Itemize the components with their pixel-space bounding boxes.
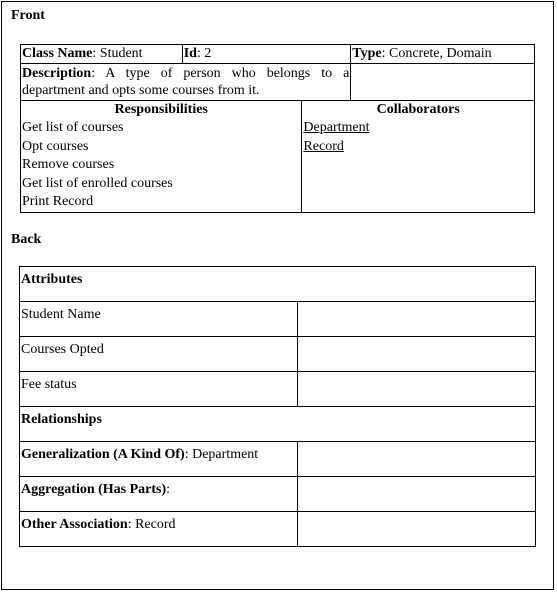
collaborator-link-department[interactable]: Department [303, 120, 370, 135]
collaborator-link-record[interactable]: Record [303, 138, 344, 154]
crc-card-back [19, 266, 536, 547]
attribute-value-cell [297, 372, 535, 407]
responsibilities-list [22, 119, 300, 212]
description-label: Description [22, 66, 92, 81]
attributes-header: Attributes [20, 267, 536, 302]
aggregation-value: : [166, 482, 171, 497]
attribute-value-cell [297, 337, 535, 372]
generalization-value: : Department [184, 447, 259, 462]
association-label: Other Association [21, 517, 128, 532]
generalization-label: Generalization (A Kind Of) [21, 447, 185, 462]
type-cell [351, 45, 535, 64]
id-label: Id [183, 46, 197, 61]
class-name-cell [21, 45, 183, 64]
type-value: : Concrete, Domain [381, 46, 492, 61]
description-empty-cell [351, 64, 535, 101]
attribute-name: Student Name [20, 302, 298, 337]
description-value: : A type of person who belongs to a department and opts some courses from it. [22, 66, 350, 98]
attribute-name: Fee status [20, 372, 298, 407]
id-value: : 2 [196, 46, 212, 61]
type-label: Type [352, 46, 382, 61]
front-heading: Front [11, 8, 45, 23]
id-cell [182, 45, 351, 64]
collaborators-header: Collaborators [376, 102, 460, 117]
collaborators-cell [302, 101, 535, 213]
relationships-header: Relationships [20, 407, 536, 442]
responsibility-item: Remove courses [22, 157, 115, 172]
aggregation-label: Aggregation (Has Parts) [21, 482, 167, 497]
association-empty-cell [297, 512, 535, 547]
class-name-value: : Student [92, 46, 143, 61]
responsibility-item: Get list of courses [22, 120, 124, 135]
generalization-empty-cell [297, 442, 535, 477]
collaborators-list [303, 119, 533, 156]
responsibilities-cell [21, 101, 302, 213]
back-heading: Back [11, 232, 42, 247]
association-value: : Record [127, 517, 176, 532]
responsibility-item: Get list of enrolled courses [22, 175, 173, 191]
crc-card-front [20, 44, 535, 213]
responsibility-item: Opt courses [22, 138, 89, 154]
responsibilities-header: Responsibilities [114, 102, 208, 117]
generalization-cell [20, 442, 298, 477]
aggregation-empty-cell [297, 477, 535, 512]
description-cell [21, 64, 351, 101]
attribute-name: Courses Opted [20, 337, 298, 372]
aggregation-cell [20, 477, 298, 512]
association-cell [20, 512, 298, 547]
attribute-value-cell [297, 302, 535, 337]
responsibility-item: Print Record [22, 194, 94, 209]
class-name-label: Class Name [22, 46, 93, 61]
